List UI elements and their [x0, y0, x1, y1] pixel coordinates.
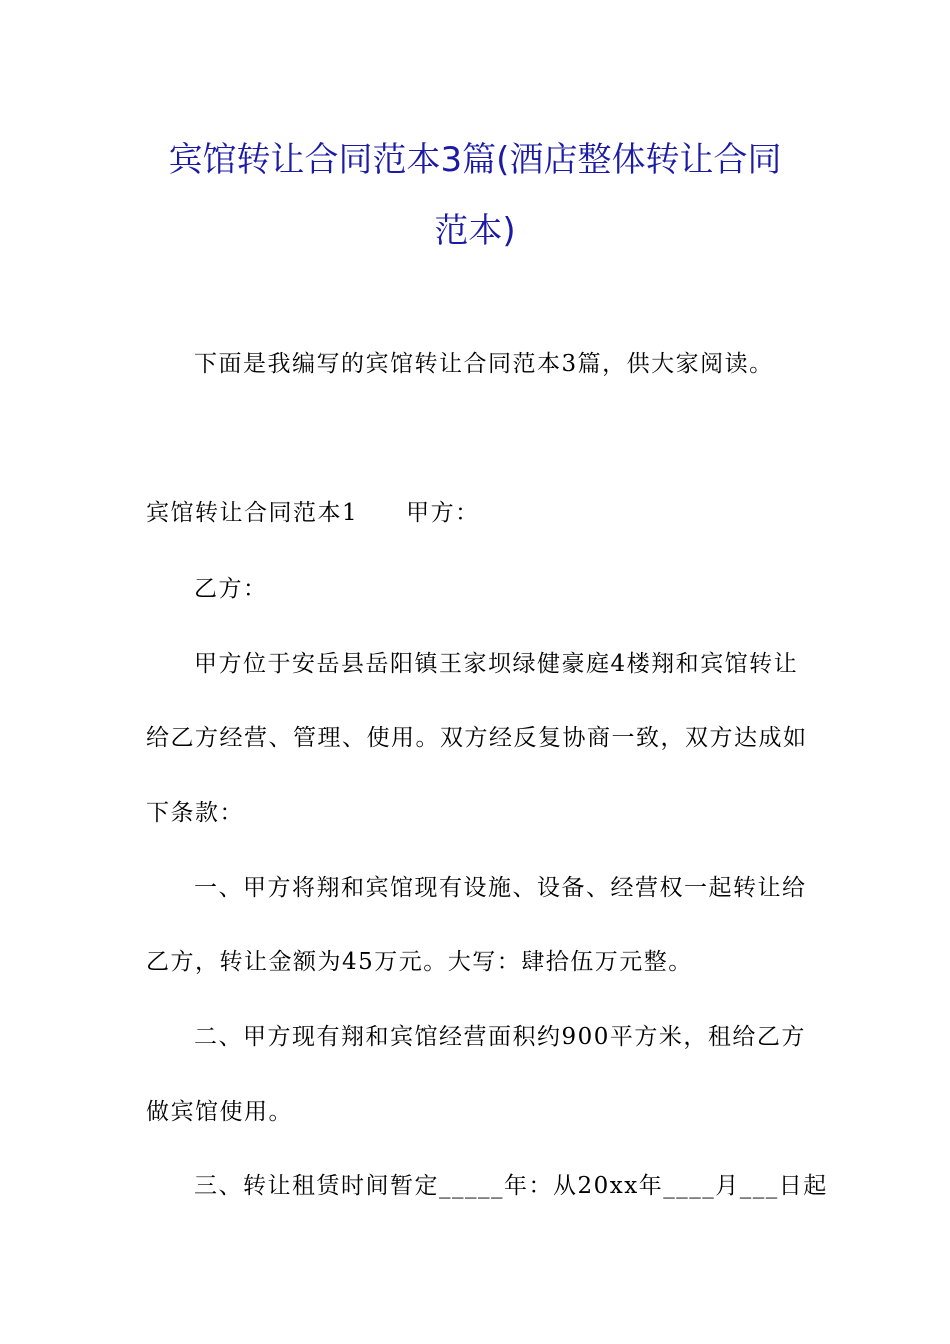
document-title-line-2: 范本): [434, 211, 516, 251]
paragraph-1-line-1: 甲方位于安岳县岳阳镇王家坝绿健豪庭4楼翔和宾馆转让: [194, 651, 799, 677]
clause-2-line-1: 二、甲方现有翔和宾馆经营面积约900平方米，租给乙方: [194, 1024, 806, 1050]
party-b-label: 乙方：: [194, 576, 268, 602]
intro-paragraph: 下面是我编写的宾馆转让合同范本3篇，供大家阅读。: [194, 351, 774, 377]
paragraph-1-line-2: 给乙方经营、管理、使用。双方经反复协商一致，双方达成如: [146, 725, 808, 751]
clause-3-line-1: 三、转让租赁时间暂定_____年：从20xx年____月___日起: [194, 1173, 828, 1199]
paragraph-1-line-3: 下条款：: [146, 800, 244, 826]
document-title-line-1: 宾馆转让合同范本3篇(酒店整体转让合同: [168, 140, 782, 180]
clause-1-line-1: 一、甲方将翔和宾馆现有设施、设备、经营权一起转让给: [194, 875, 807, 901]
party-a-label: 甲方：: [406, 500, 480, 526]
section-1-heading-row: [146, 494, 480, 527]
section-1-heading: 宾馆转让合同范本1: [146, 500, 359, 526]
clause-2-line-2: 做宾馆使用。: [146, 1099, 293, 1125]
clause-1-line-2: 乙方，转让金额为45万元。大写：肆拾伍万元整。: [146, 949, 693, 975]
